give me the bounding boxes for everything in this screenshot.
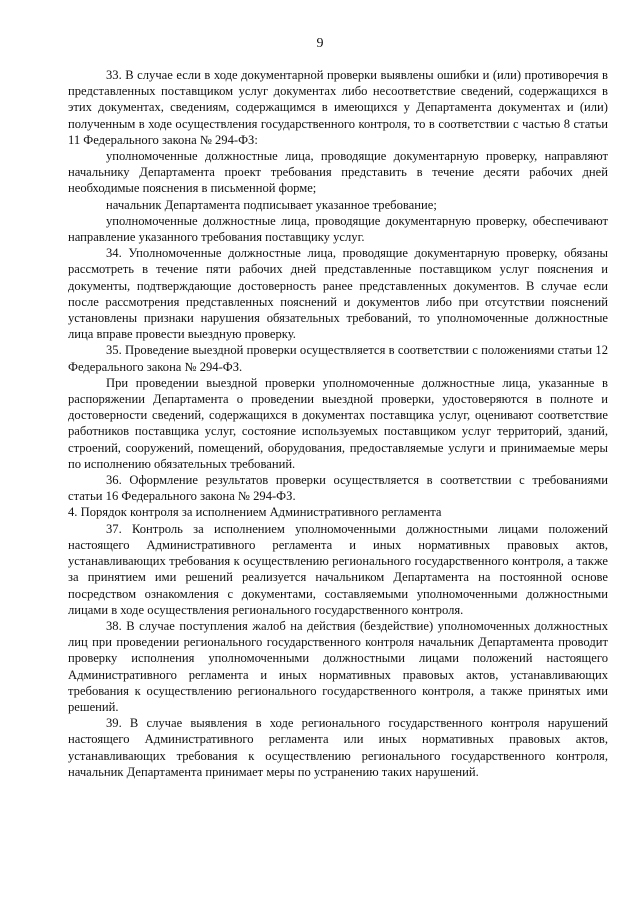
paragraph-33-item-1: уполномоченные должностные лица, проводящие документарную проверку, направляют начальнику Департамента проект требования представить в течение десяти рабочих дней необходимые пояснения в письменной форме; <box>68 149 608 196</box>
page-number: 9 <box>316 36 324 51</box>
paragraph-33-item-2: начальник Департамента подписывает указанное требование; <box>106 197 437 212</box>
paragraph-35: 35. Проведение выездной проверки осуществляется в соответствии с положениями статьи 12 Федерального закона № 294-ФЗ. <box>68 343 608 374</box>
paragraph-35-detail: При проведении выездной проверки уполномоченные должностные лица, указанные в распоряжении Департамента о проведении выездной проверки, удостоверяются в полноте и достоверности сведений, содержащихся в документах поставщика услуг, оценивают соответствие работников поставщика услуг, состояние используемых поставщиком услуг территорий, зданий, строений, сооружений, помещений, оборудования, предоставляемые услуги и принимаемые меры по исполнению обязательных требований. <box>68 375 608 471</box>
document-body <box>68 67 608 780</box>
paragraph-33-item-3: уполномоченные должностные лица, проводящие документарную проверку, обеспечивают направление указанного требования поставщику услуг. <box>68 213 608 245</box>
paragraph-34: 34. Уполномоченные должностные лица, проводящие документарную проверку, обязаны рассмотреть в течение пяти рабочих дней представленные поставщиком услуг пояснения и документы, подтверждающие достоверность ранее представленных документов. В случае если после рассмотрения представленных пояснений и документов либо при отсутствии пояснений установлены признаки нарушения обязательных требований, то уполномоченные должностные лица вправе провести выездную проверку. <box>68 246 608 342</box>
paragraph-37: 37. Контроль за исполнением уполномоченными должностными лицами положений настоящего Административного регламента и иных нормативных правовых актов, устанавливающих требования к осуществлению регионального государственного контроля, а также за принятием ими решений реализуется начальником Департамента на постоянной основе посредством ознакомления с документами, составляемыми уполномоченными должностными лицами в ходе осуществления регионального государственного контроля. <box>68 521 608 617</box>
paragraph-36: 36. Оформление результатов проверки осуществляется в соответствии с требованиями статьи 16 Федерального закона № 294-ФЗ. <box>68 473 608 504</box>
paragraph-33: 33. В случае если в ходе документарной проверки выявлены ошибки и (или) противоречия в представленных поставщиком услуг документах либо несоответствие сведений, содержащихся в этих документах, сведениям, содержащимся в имеющихся у Департамента документах и (или) полученным в ходе осуществления государственного контроля, то в соответствии с частью 8 статьи 11 Федерального закона № 294-ФЗ: <box>68 68 608 147</box>
section-heading: 4. Порядок контроля за исполнением Административного регламента <box>68 505 442 520</box>
paragraph-39: 39. В случае выявления в ходе регионального государственного контроля нарушений настоящего Административного регламента или иных нормативных правовых актов, устанавливающих требования к осуществлению регионального государственного контроля, начальник Департамента принимает меры по устранению таких нарушений. <box>68 716 608 779</box>
paragraph-38: 38. В случае поступления жалоб на действия (бездействие) уполномоченных должностных лиц при проведении регионального государственного контроля начальник Департамента проводит проверку исполнения уполномоченными должностными лицами положений настоящего Административного регламента и иных нормативных правовых актов, устанавливающих требования к осуществлению регионального государственного контроля, а также принятых ими решений. <box>68 618 608 714</box>
